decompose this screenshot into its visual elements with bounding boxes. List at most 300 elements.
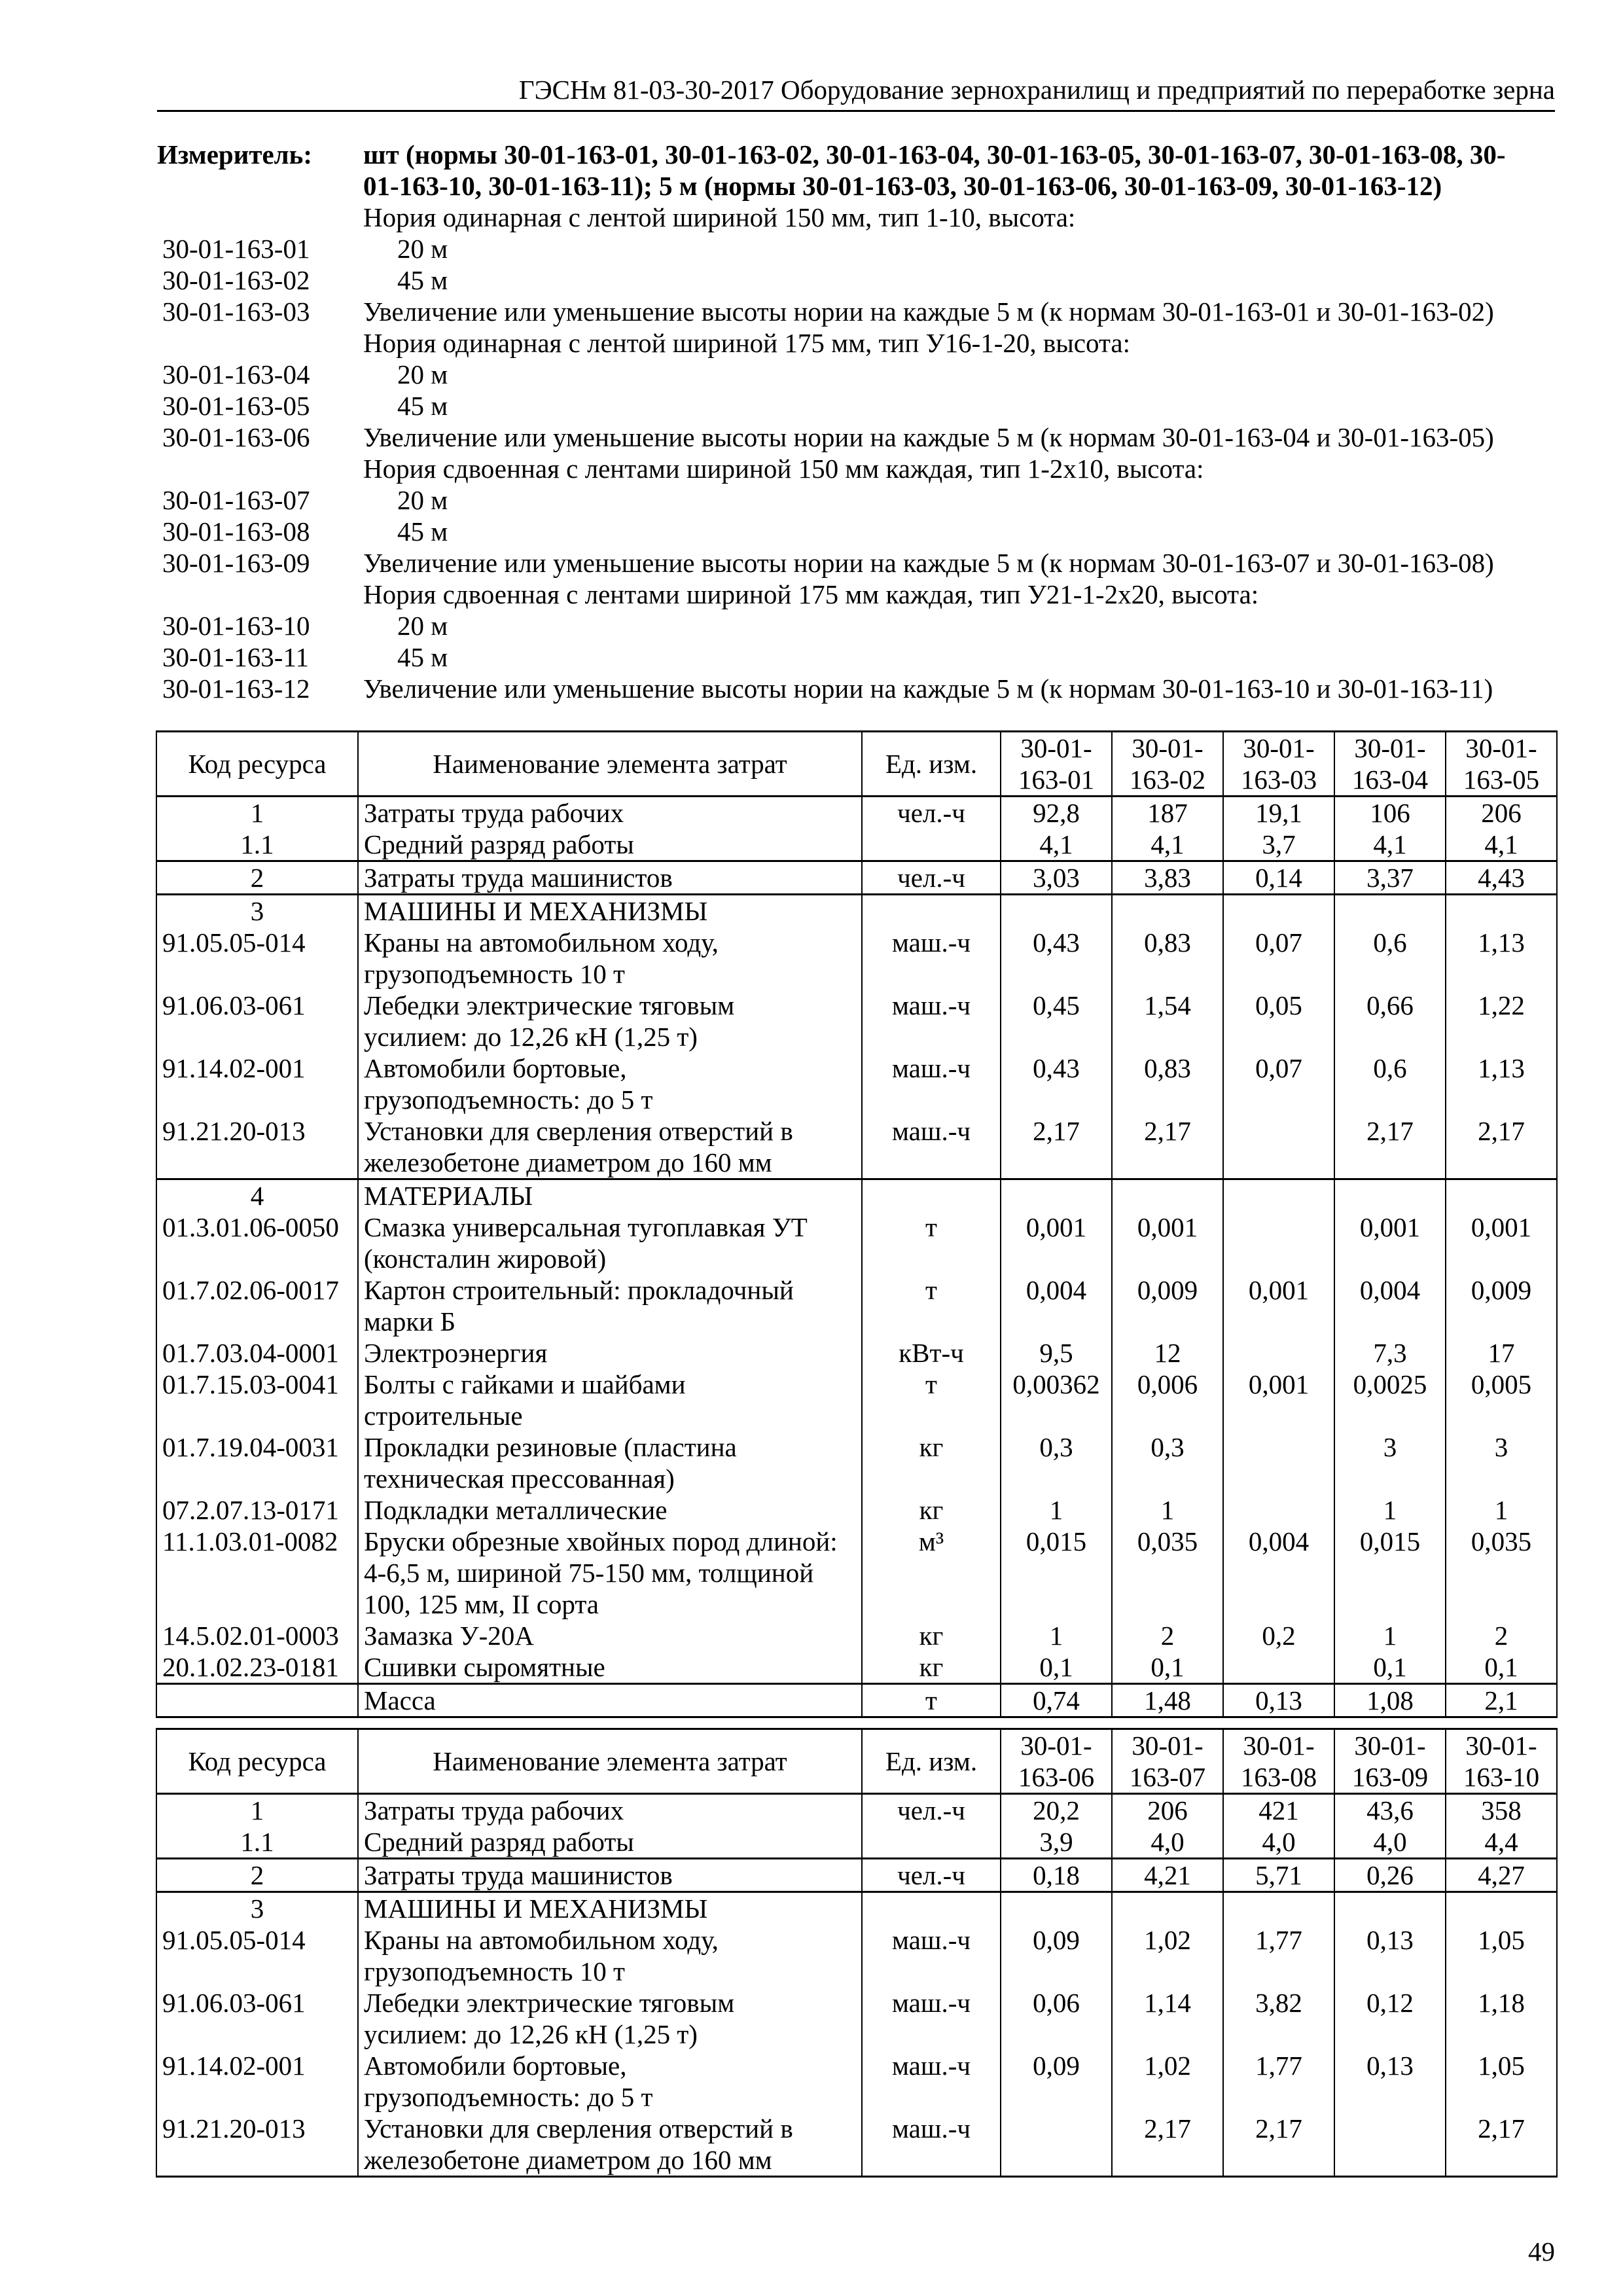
cost-element-line: Установки для сверления отверстий в [364,2113,793,2144]
cost-element-name [358,1115,862,1179]
cost-element-line: Замазка У-20А [364,1621,534,1651]
cost-element-line: грузоподъемность: до 5 т [364,1085,653,1115]
norm-code: 30-01-163-12 [162,673,310,704]
value-cell [1001,1179,1112,1212]
table-row [156,1369,1557,1431]
value-cell [1223,1494,1334,1526]
value-cell: 0,74 [1001,1684,1112,1717]
norm-description: Нория одинарная с лентой шириной 150 мм, тип 1-10, высота: [363,202,1076,232]
value-cell [1223,1431,1334,1494]
norm-description: 20 м [397,485,448,515]
value-cell [1223,1337,1334,1369]
cost-element-line: марки Б [364,1306,456,1336]
table-row [156,990,1557,1052]
value-cell: 2,17 [1001,1115,1112,1179]
header-resource-code: Код ресурса [156,732,358,797]
cost-element-name [358,1826,862,1859]
norm-description: Увеличение или уменьшение высоты нории на каждые 5 м (к нормам 30-01-163-04 и 30-01-163-05) [363,422,1494,452]
cost-table-2 [156,1728,1558,2178]
value-cell: 0,2 [1223,1620,1334,1651]
value-cell: 421 [1223,1794,1334,1827]
value-cell: 0,009 [1112,1274,1223,1337]
unit-cell: кг [862,1494,1001,1526]
table-row [156,861,1557,895]
header-norm-line: 30-01- [1354,733,1426,763]
resource-code: 91.21.20-013 [156,1115,358,1179]
value-cell [1223,1179,1334,1212]
resource-code [156,1684,358,1717]
cost-element-line: Затраты труда рабочих [364,798,624,828]
value-cell: 2,17 [1446,2113,1557,2177]
resource-code: 11.1.03.01-0082 [156,1526,358,1620]
cost-element-line: Масса [364,1685,436,1715]
cost-element-line: Лебедки электрические тяговым [364,1988,735,2018]
header-norm-line: 163-10 [1463,1762,1540,1792]
value-cell: 0,05 [1223,990,1334,1052]
cost-element-line: МАТЕРИАЛЫ [364,1181,533,1211]
cost-element-name [358,1337,862,1369]
value-cell: 0,06 [1001,1987,1112,2050]
value-cell: 0,001 [1001,1211,1112,1274]
norm-row [162,641,1556,673]
value-cell [1223,1892,1334,1925]
value-cell: 0,13 [1334,2050,1446,2113]
value-cell: 3,82 [1223,1987,1334,2050]
value-cell: 0,45 [1001,990,1112,1052]
value-cell: 4,27 [1446,1859,1557,1892]
cost-element-name [358,1431,862,1494]
norm-row [162,359,1556,390]
norm-code: 30-01-163-01 [162,234,310,264]
unit-cell: чел.-ч [862,861,1001,895]
resource-code: 1 [156,1794,358,1827]
value-cell: 0,12 [1334,1987,1446,2050]
resource-code: 2 [156,1859,358,1892]
header-unit: Ед. изм. [862,1729,1001,1794]
norm-code: 30-01-163-05 [162,391,310,421]
cost-element-line: Болты с гайками и шайбами [364,1369,686,1399]
meter-label: Измеритель: [157,139,313,170]
value-cell: 2,17 [1112,1115,1223,1179]
norm-code: 30-01-163-02 [162,265,310,295]
cost-element-name [358,1987,862,2050]
value-cell: 0,004 [1001,1274,1112,1337]
norm-code [162,579,363,610]
value-cell: 1,02 [1112,1924,1223,1987]
value-cell [1001,2113,1112,2177]
cost-element-line: усилием: до 12,26 кН (1,25 т) [364,1022,698,1052]
header-norm-line: 30-01- [1354,1731,1426,1761]
value-cell: 3,9 [1001,1826,1112,1859]
norm-row [162,264,1556,296]
resource-code: 14.5.02.01-0003 [156,1620,358,1651]
value-cell: 1 [1112,1494,1223,1526]
cost-element-line: Картон строительный: прокладочный [364,1275,794,1305]
header-norm-column [1334,732,1446,797]
unit-cell: чел.-ч [862,797,1001,829]
norm-row [162,390,1556,422]
value-cell: 20,2 [1001,1794,1112,1827]
cost-element-line: Автомобили бортовые, [364,2051,627,2081]
resource-code: 91.21.20-013 [156,2113,358,2177]
cost-element-name [358,1892,862,1925]
cost-element-line: усилием: до 12,26 кН (1,25 т) [364,2019,698,2049]
header-norm-line: 163-08 [1240,1762,1317,1792]
unit-cell: кг [862,1651,1001,1684]
norm-row [162,579,1556,610]
header-norm-line: 163-07 [1129,1762,1206,1792]
norm-row [162,547,1556,579]
table-row [156,829,1557,861]
table-row [156,1211,1557,1274]
norm-row [162,453,1556,484]
table-row [156,1987,1557,2050]
value-cell: 0,001 [1112,1211,1223,1274]
table-row [156,1794,1557,1827]
value-cell: 0,09 [1001,2050,1112,2113]
table-row [156,1179,1557,1212]
resource-code: 01.7.19.04-0031 [156,1431,358,1494]
value-cell: 7,3 [1334,1337,1446,1369]
value-cell: 4,1 [1112,829,1223,861]
value-cell: 4,0 [1223,1826,1334,1859]
value-cell: 4,43 [1446,861,1557,895]
resource-code: 91.05.05-014 [156,927,358,990]
value-cell: 5,71 [1223,1859,1334,1892]
value-cell: 0,13 [1223,1684,1334,1717]
cost-element-line: МАШИНЫ И МЕХАНИЗМЫ [364,1893,708,1924]
norm-row [162,327,1556,359]
header-norm-column [1001,1729,1112,1794]
resource-code: 3 [156,1892,358,1925]
header-norm-column [1223,1729,1334,1794]
value-cell: 3,03 [1001,861,1112,895]
header-norm-column [1446,1729,1557,1794]
table-row [156,1052,1557,1115]
header-norm-column [1112,732,1223,797]
table-row [156,1924,1557,1987]
table-row [156,927,1557,990]
norm-description: 20 м [397,611,448,641]
norm-description: 20 м [397,234,448,264]
value-cell: 0,001 [1446,1211,1557,1274]
norm-description: Увеличение или уменьшение высоты нории на каждые 5 м (к нормам 30-01-163-07 и 30-01-163-08) [363,548,1494,578]
value-cell: 0,43 [1001,1052,1112,1115]
norm-description: Увеличение или уменьшение высоты нории на каждые 5 м (к нормам 30-01-163-10 и 30-01-163-11) [363,673,1493,704]
cost-element-line: Бруски обрезные хвойных пород длиной: [364,1526,838,1556]
cost-element-line: Установки для сверления отверстий в [364,1116,793,1146]
norm-code: 30-01-163-04 [162,359,310,389]
cost-element-line: Автомобили бортовые, [364,1053,627,1083]
unit-cell: маш.-ч [862,1924,1001,1987]
meter-block [157,139,1555,202]
table-row [156,797,1557,829]
header-norm-line: 163-02 [1129,764,1206,795]
value-cell: 4,21 [1112,1859,1223,1892]
norm-row [162,610,1556,641]
norm-code: 30-01-163-06 [162,422,310,452]
unit-cell [862,1892,1001,1925]
header-norm-column [1112,1729,1223,1794]
value-cell: 0,001 [1223,1369,1334,1431]
value-cell: 0,13 [1334,1924,1446,1987]
value-cell: 1,48 [1112,1684,1223,1717]
value-cell: 3,7 [1223,829,1334,861]
value-cell: 0,1 [1446,1651,1557,1684]
value-cell: 2 [1112,1620,1223,1651]
unit-cell: т [862,1369,1001,1431]
value-cell: 1,14 [1112,1987,1223,2050]
table-row [156,1337,1557,1369]
table-row [156,2113,1557,2177]
resource-code: 91.05.05-014 [156,1924,358,1987]
cost-element-name [358,1369,862,1431]
value-cell: 1,77 [1223,1924,1334,1987]
value-cell: 1,08 [1334,1684,1446,1717]
norm-code: 30-01-163-11 [162,642,309,672]
value-cell: 3,83 [1112,861,1223,895]
value-cell: 206 [1446,797,1557,829]
cost-element-name [358,1651,862,1684]
value-cell: 17 [1446,1337,1557,1369]
norm-code [162,327,363,359]
resource-code: 91.06.03-061 [156,1987,358,2050]
value-cell: 0,3 [1001,1431,1112,1494]
norm-description: Нория сдвоенная с лентами шириной 150 мм каждая, тип 1-2х10, высота: [363,454,1204,484]
value-cell: 0,6 [1334,927,1446,990]
value-cell: 0,66 [1334,990,1446,1052]
table-row [156,2050,1557,2113]
norm-row [162,202,1556,233]
norm-row [162,484,1556,516]
value-cell: 4,1 [1334,829,1446,861]
resource-code: 1.1 [156,829,358,861]
value-cell: 187 [1112,797,1223,829]
norm-code [162,453,363,484]
value-cell: 0,0025 [1334,1369,1446,1431]
value-cell: 0,001 [1334,1211,1446,1274]
norm-code: 30-01-163-08 [162,516,310,547]
norm-description: 20 м [397,359,448,389]
value-cell: 1,13 [1446,1052,1557,1115]
value-cell: 0,015 [1334,1526,1446,1620]
cost-element-line: Средний разряд работы [364,1827,634,1857]
value-cell: 358 [1446,1794,1557,1827]
unit-cell [862,895,1001,927]
unit-cell: маш.-ч [862,1052,1001,1115]
cost-element-line: железобетоне диаметром до 160 мм [364,2145,772,2175]
value-cell: 0,07 [1223,927,1334,990]
header-cost-element-name: Наименование элемента затрат [358,732,862,797]
value-cell: 2,17 [1112,2113,1223,2177]
value-cell: 0,07 [1223,1052,1334,1115]
norm-description: 45 м [397,642,448,672]
value-cell: 9,5 [1001,1337,1112,1369]
norm-code [162,202,363,233]
header-norm-line: 163-09 [1351,1762,1429,1792]
cost-element-line: Прокладки резиновые (пластина [364,1432,737,1462]
value-cell [1001,895,1112,927]
value-cell: 1,77 [1223,2050,1334,2113]
header-norm-line: 30-01- [1243,733,1315,763]
value-cell: 206 [1112,1794,1223,1827]
norm-code: 30-01-163-07 [162,485,310,515]
cost-element-line: МАШИНЫ И МЕХАНИЗМЫ [364,896,708,926]
value-cell: 1 [1446,1494,1557,1526]
value-cell: 2,17 [1223,2113,1334,2177]
value-cell: 0,004 [1334,1274,1446,1337]
header-norm-line: 30-01- [1243,1731,1315,1761]
value-cell: 12 [1112,1337,1223,1369]
resource-code: 3 [156,895,358,927]
resource-code: 1 [156,797,358,829]
norm-row [162,233,1556,264]
value-cell [1112,895,1223,927]
unit-cell: чел.-ч [862,1794,1001,1827]
cost-element-line: (консталин жировой) [364,1244,607,1274]
resource-code: 07.2.07.13-0171 [156,1494,358,1526]
cost-element-name [358,797,862,829]
value-cell: 2 [1446,1620,1557,1651]
unit-cell: маш.-ч [862,1987,1001,2050]
value-cell: 1 [1334,1494,1446,1526]
norm-row [162,516,1556,547]
value-cell: 0,1 [1112,1651,1223,1684]
norm-row [162,296,1556,327]
value-cell: 4,1 [1001,829,1112,861]
norm-description: Нория сдвоенная с лентами шириной 175 мм каждая, тип У21-1-2х20, высота: [363,579,1259,609]
value-cell: 3 [1334,1431,1446,1494]
cost-element-name [358,861,862,895]
value-cell: 1,13 [1446,927,1557,990]
value-cell: 4,0 [1334,1826,1446,1859]
header-norm-line: 30-01- [1020,1731,1092,1761]
unit-cell: т [862,1211,1001,1274]
value-cell [1446,895,1557,927]
cost-element-line: железобетоне диаметром до 160 мм [364,1147,772,1177]
unit-cell: кг [862,1431,1001,1494]
meter-line-2: 01-163-10, 30-01-163-11); 5 м (нормы 30-01-163-03, 30-01-163-06, 30-01-163-09, 30-01-163-12) [363,171,1442,201]
unit-cell [862,1826,1001,1859]
value-cell: 1,02 [1112,2050,1223,2113]
value-cell: 2,17 [1334,1115,1446,1179]
norm-description: 45 м [397,516,448,547]
value-cell: 1 [1001,1620,1112,1651]
value-cell: 0,43 [1001,927,1112,990]
unit-cell [862,829,1001,861]
cost-element-line: грузоподъемность 10 т [364,1956,625,1986]
unit-cell: чел.-ч [862,1859,1001,1892]
resource-code: 20.1.02.23-0181 [156,1651,358,1684]
cost-element-line: Лебедки электрические тяговым [364,990,735,1020]
resource-code: 4 [156,1179,358,1212]
header-norm-line: 163-04 [1351,764,1429,795]
resource-code: 91.14.02-001 [156,1052,358,1115]
value-cell: 19,1 [1223,797,1334,829]
header-norm-line: 30-01- [1132,1731,1204,1761]
unit-cell: маш.-ч [862,990,1001,1052]
header-norm-column [1223,732,1334,797]
cost-element-line: техническая прессованная) [364,1463,675,1494]
header-norm-line: 30-01- [1132,733,1204,763]
page-header: ГЭСНм 81-03-30-2017 Оборудование зернохранилищ и предприятий по переработке зерна [157,73,1555,112]
resource-code: 91.06.03-061 [156,990,358,1052]
unit-cell: т [862,1684,1001,1717]
table-row [156,1115,1557,1179]
header-unit: Ед. изм. [862,732,1001,797]
cost-element-name [358,1494,862,1526]
cost-element-name [358,1052,862,1115]
header-norm-line: 30-01- [1465,1731,1537,1761]
norm-code: 30-01-163-09 [162,548,310,578]
value-cell: 0,3 [1112,1431,1223,1494]
value-cell: 1 [1001,1494,1112,1526]
value-cell: 0,005 [1446,1369,1557,1431]
value-cell: 0,00362 [1001,1369,1112,1431]
cost-element-line: Затраты труда рабочих [364,1795,624,1825]
table-row [156,1620,1557,1651]
value-cell: 0,83 [1112,1052,1223,1115]
value-cell [1112,1179,1223,1212]
cost-element-line: Краны на автомобильном ходу, [364,927,719,958]
table-row [156,1431,1557,1494]
cost-element-line: Краны на автомобильном ходу, [364,1925,719,1955]
value-cell: 1,05 [1446,1924,1557,1987]
value-cell: 3 [1446,1431,1557,1494]
unit-cell [862,1179,1001,1212]
header-norm-column [1446,732,1557,797]
value-cell [1223,1211,1334,1274]
value-cell: 0,035 [1446,1526,1557,1620]
cost-element-line: 4-6,5 м, шириной 75-150 мм, толщиной [364,1558,814,1588]
value-cell: 0,001 [1223,1274,1334,1337]
header-norm-line: 163-06 [1018,1762,1095,1792]
value-cell [1112,1892,1223,1925]
cost-element-name [358,1526,862,1620]
value-cell: 4,4 [1446,1826,1557,1859]
norm-row [162,422,1556,453]
unit-cell: маш.-ч [862,2113,1001,2177]
cost-element-line: 100, 125 мм, II сорта [364,1589,599,1619]
table-row [156,1892,1557,1925]
cost-element-name [358,1924,862,1987]
header-norm-line: 30-01- [1020,733,1092,763]
value-cell [1223,1115,1334,1179]
resource-code: 1.1 [156,1826,358,1859]
table-row [156,1526,1557,1620]
cost-element-name [358,895,862,927]
cost-element-name [358,1620,862,1651]
table-row [156,895,1557,927]
value-cell: 0,14 [1223,861,1334,895]
cost-element-line: грузоподъемность 10 т [364,959,625,989]
norms-list [162,202,1556,704]
unit-cell: т [862,1274,1001,1337]
header-norm-line: 163-05 [1463,764,1540,795]
value-cell: 1,22 [1446,990,1557,1052]
value-cell: 106 [1334,797,1446,829]
cost-element-name [358,1179,862,1212]
header-norm-line: 163-03 [1240,764,1317,795]
value-cell: 0,26 [1334,1859,1446,1892]
table-row [156,1494,1557,1526]
value-cell: 1 [1334,1620,1446,1651]
cost-table-1 [156,730,1558,1718]
table-row [156,1684,1557,1717]
unit-cell: кг [862,1620,1001,1651]
value-cell [1446,1179,1557,1212]
cost-element-line: Сшивки сыромятные [364,1652,605,1682]
